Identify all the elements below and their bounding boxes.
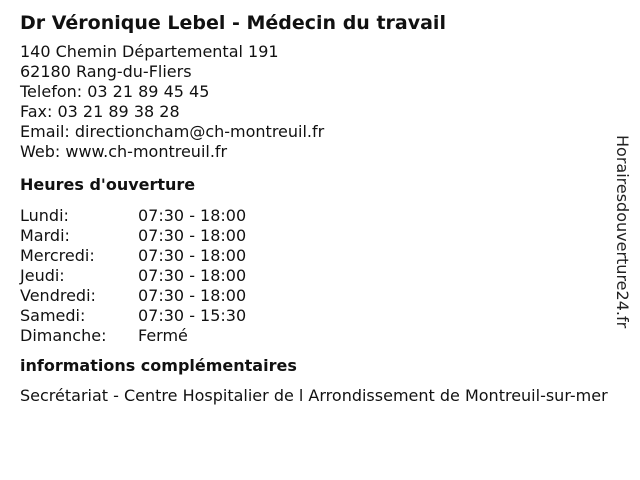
- hours-day-label: Mardi:: [20, 226, 70, 245]
- hours-time-value: 07:30 - 18:00: [138, 226, 247, 245]
- hours-row-sunday: [20, 326, 620, 346]
- phone-number: Telefon: 03 21 89 45 45: [20, 82, 210, 101]
- hours-row-tuesday: [20, 226, 620, 246]
- site-watermark: [612, 135, 632, 345]
- hours-row-saturday: [20, 306, 620, 326]
- email-address: Email: directioncham@ch-montreuil.fr: [20, 122, 325, 141]
- additional-info-text: Secrétariat - Centre Hospitalier de l Arrondissement de Montreuil-sur-mer: [20, 386, 608, 405]
- hours-time-value: 07:30 - 18:00: [138, 246, 247, 265]
- hours-time-value: Fermé: [138, 326, 188, 345]
- hours-day-label: Mercredi:: [20, 246, 95, 265]
- hours-time-value: 07:30 - 18:00: [138, 206, 247, 225]
- contact-block: [20, 42, 620, 162]
- additional-info-heading: informations complémentaires: [20, 356, 297, 375]
- hours-day-label: Lundi:: [20, 206, 69, 225]
- opening-hours-table: [20, 206, 620, 346]
- hours-day-label: Samedi:: [20, 306, 86, 325]
- hours-row-wednesday: [20, 246, 620, 266]
- hours-time-value: 07:30 - 15:30: [138, 306, 247, 325]
- hours-row-thursday: [20, 266, 620, 286]
- hours-day-label: Dimanche:: [20, 326, 107, 345]
- page-title: Dr Véronique Lebel - Médecin du travail: [20, 12, 446, 34]
- address-street: 140 Chemin Départemental 191: [20, 42, 279, 61]
- hours-time-value: 07:30 - 18:00: [138, 266, 247, 285]
- hours-row-friday: [20, 286, 620, 306]
- hours-time-value: 07:30 - 18:00: [138, 286, 247, 305]
- opening-hours-heading: Heures d'ouverture: [20, 175, 196, 194]
- website-address: Web: www.ch-montreuil.fr: [20, 142, 228, 161]
- hours-day-label: Vendredi:: [20, 286, 96, 305]
- hours-row-monday: [20, 206, 620, 226]
- fax-number: Fax: 03 21 89 38 28: [20, 102, 180, 121]
- business-listing: [20, 10, 620, 406]
- watermark-text: Horairesdouverture24.fr: [613, 135, 632, 329]
- hours-day-label: Jeudi:: [20, 266, 65, 285]
- address-city: 62180 Rang-du-Fliers: [20, 62, 192, 81]
